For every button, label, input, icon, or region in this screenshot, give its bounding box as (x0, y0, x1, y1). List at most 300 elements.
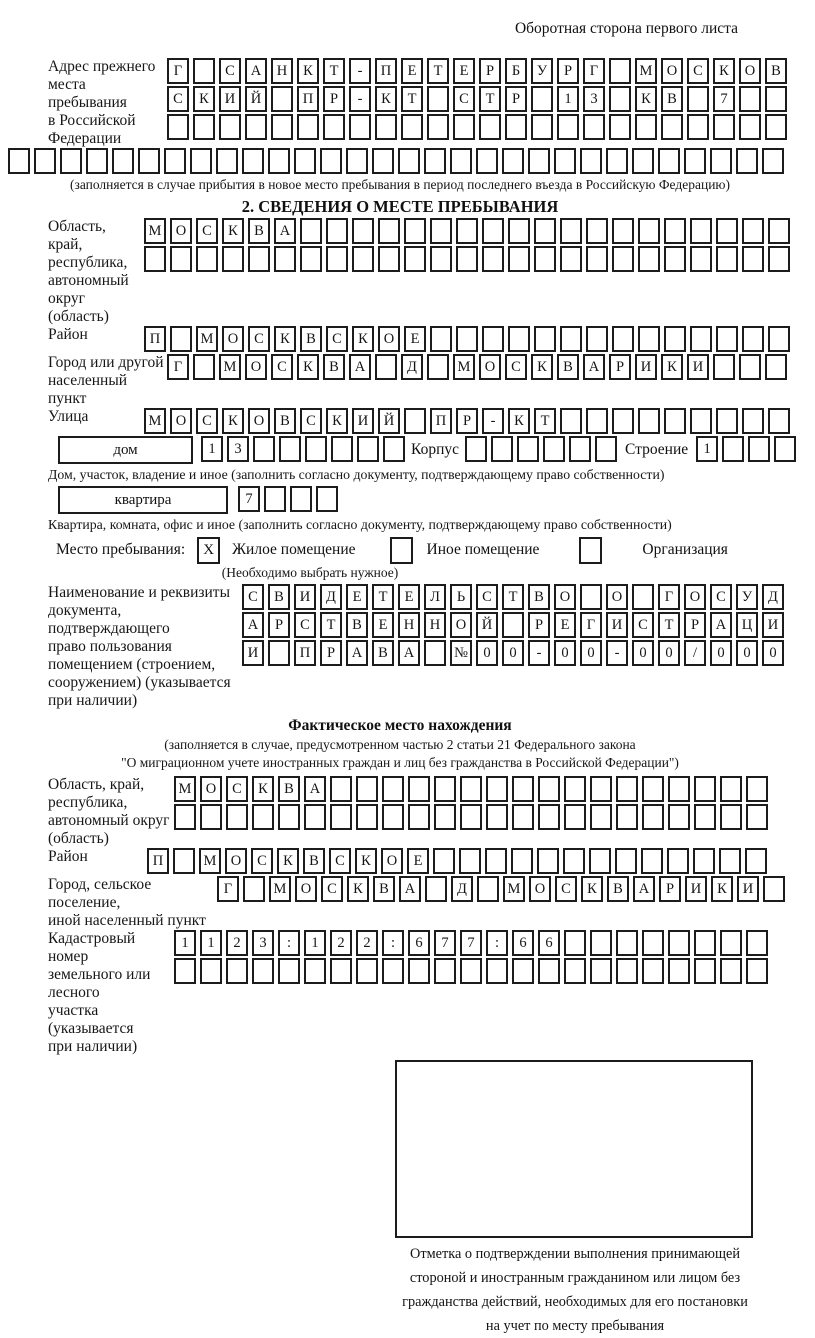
char-cell[interactable] (460, 804, 482, 830)
char-cell[interactable]: А (304, 776, 326, 802)
char-cell[interactable]: С (271, 354, 293, 380)
char-cell[interactable]: М (144, 218, 166, 244)
char-cell[interactable]: Й (245, 86, 267, 112)
char-cell[interactable] (425, 876, 447, 902)
char-cell[interactable]: О (684, 584, 706, 610)
char-cell[interactable]: 1 (557, 86, 579, 112)
char-cell[interactable]: С (632, 612, 654, 638)
char-cell[interactable] (486, 958, 508, 984)
char-cell[interactable] (563, 848, 585, 874)
char-cell[interactable] (746, 776, 768, 802)
char-cell[interactable] (528, 148, 550, 174)
char-cell[interactable] (638, 408, 660, 434)
char-cell[interactable] (264, 486, 286, 512)
char-cell[interactable] (434, 958, 456, 984)
char-cell[interactable]: Й (476, 612, 498, 638)
char-cell[interactable] (609, 86, 631, 112)
char-cell[interactable] (583, 114, 605, 140)
char-cell[interactable] (642, 930, 664, 956)
char-cell[interactable] (554, 148, 576, 174)
char-cell[interactable]: К (635, 86, 657, 112)
char-cell[interactable]: Е (453, 58, 475, 84)
char-cell[interactable] (193, 58, 215, 84)
char-cell[interactable] (357, 436, 379, 462)
char-cell[interactable] (739, 114, 761, 140)
char-cell[interactable] (427, 86, 449, 112)
char-cell[interactable] (434, 804, 456, 830)
char-cell[interactable] (382, 776, 404, 802)
char-cell[interactable] (200, 804, 222, 830)
char-cell[interactable] (534, 218, 556, 244)
char-cell[interactable]: 7 (434, 930, 456, 956)
char-cell[interactable] (304, 958, 326, 984)
char-cell[interactable] (538, 804, 560, 830)
char-cell[interactable] (430, 218, 452, 244)
char-cell[interactable]: У (736, 584, 758, 610)
char-cell[interactable]: О (739, 58, 761, 84)
char-cell[interactable] (290, 486, 312, 512)
char-cell[interactable] (222, 246, 244, 272)
char-cell[interactable]: С (219, 58, 241, 84)
char-cell[interactable] (638, 218, 660, 244)
char-cell[interactable]: В (346, 612, 368, 638)
char-cell[interactable]: К (508, 408, 530, 434)
char-cell[interactable]: Й (378, 408, 400, 434)
char-cell[interactable]: О (225, 848, 247, 874)
char-cell[interactable]: 7 (460, 930, 482, 956)
char-cell[interactable]: Т (479, 86, 501, 112)
char-cell[interactable] (537, 848, 559, 874)
char-cell[interactable]: В (323, 354, 345, 380)
char-cell[interactable]: 0 (554, 640, 576, 666)
char-cell[interactable]: М (503, 876, 525, 902)
char-cell[interactable]: А (245, 58, 267, 84)
char-cell[interactable]: - (349, 86, 371, 112)
char-cell[interactable] (586, 218, 608, 244)
char-cell[interactable]: В (372, 640, 394, 666)
char-cell[interactable] (632, 584, 654, 610)
char-cell[interactable]: П (375, 58, 397, 84)
char-cell[interactable] (476, 148, 498, 174)
char-cell[interactable] (564, 958, 586, 984)
char-cell[interactable]: О (245, 354, 267, 380)
char-cell[interactable] (253, 436, 275, 462)
char-cell[interactable]: О (200, 776, 222, 802)
char-cell[interactable] (612, 326, 634, 352)
char-cell[interactable]: П (430, 408, 452, 434)
char-cell[interactable]: 2 (356, 930, 378, 956)
char-cell[interactable] (433, 848, 455, 874)
char-cell[interactable]: К (581, 876, 603, 902)
char-cell[interactable]: Е (398, 584, 420, 610)
char-cell[interactable] (664, 326, 686, 352)
char-cell[interactable]: М (219, 354, 241, 380)
char-cell[interactable] (300, 218, 322, 244)
char-cell[interactable] (557, 114, 579, 140)
char-cell[interactable] (278, 804, 300, 830)
char-cell[interactable]: Р (684, 612, 706, 638)
char-cell[interactable] (768, 408, 790, 434)
char-cell[interactable] (742, 246, 764, 272)
char-cell[interactable] (330, 804, 352, 830)
char-cell[interactable] (742, 326, 764, 352)
char-cell[interactable] (590, 958, 612, 984)
char-cell[interactable]: В (373, 876, 395, 902)
char-cell[interactable] (716, 326, 738, 352)
char-cell[interactable] (710, 148, 732, 174)
char-cell[interactable] (517, 436, 539, 462)
char-cell[interactable]: 1 (696, 436, 718, 462)
char-cell[interactable] (774, 436, 796, 462)
char-cell[interactable]: К (713, 58, 735, 84)
char-cell[interactable]: 0 (710, 640, 732, 666)
char-cell[interactable] (719, 848, 741, 874)
char-cell[interactable]: М (196, 326, 218, 352)
char-cell[interactable] (586, 246, 608, 272)
char-cell[interactable] (720, 958, 742, 984)
char-cell[interactable]: О (554, 584, 576, 610)
char-cell[interactable] (216, 148, 238, 174)
char-cell[interactable] (746, 958, 768, 984)
char-cell[interactable] (226, 804, 248, 830)
char-cell[interactable]: Ь (450, 584, 472, 610)
char-cell[interactable] (512, 804, 534, 830)
inoe-checkbox[interactable] (390, 537, 413, 564)
char-cell[interactable]: Р (528, 612, 550, 638)
char-cell[interactable]: С (321, 876, 343, 902)
char-cell[interactable] (459, 848, 481, 874)
char-cell[interactable]: Т (502, 584, 524, 610)
char-cell[interactable]: К (711, 876, 733, 902)
char-cell[interactable] (167, 114, 189, 140)
char-cell[interactable] (580, 148, 602, 174)
char-cell[interactable] (460, 958, 482, 984)
char-cell[interactable]: 0 (632, 640, 654, 666)
char-cell[interactable] (356, 776, 378, 802)
char-cell[interactable] (642, 776, 664, 802)
char-cell[interactable]: С (251, 848, 273, 874)
char-cell[interactable]: : (486, 930, 508, 956)
char-cell[interactable]: В (278, 776, 300, 802)
char-cell[interactable]: А (274, 218, 296, 244)
char-cell[interactable]: В (248, 218, 270, 244)
char-cell[interactable] (543, 436, 565, 462)
char-cell[interactable] (112, 148, 134, 174)
char-cell[interactable]: М (174, 776, 196, 802)
char-cell[interactable]: С (326, 326, 348, 352)
char-cell[interactable]: Г (217, 876, 239, 902)
char-cell[interactable] (664, 218, 686, 244)
char-cell[interactable] (424, 640, 446, 666)
char-cell[interactable] (531, 86, 553, 112)
char-cell[interactable] (479, 114, 501, 140)
char-cell[interactable]: А (710, 612, 732, 638)
char-cell[interactable] (190, 148, 212, 174)
char-cell[interactable] (694, 958, 716, 984)
char-cell[interactable]: Н (398, 612, 420, 638)
char-cell[interactable]: К (274, 326, 296, 352)
char-cell[interactable] (430, 246, 452, 272)
char-cell[interactable] (8, 148, 30, 174)
char-cell[interactable] (690, 218, 712, 244)
char-cell[interactable] (482, 246, 504, 272)
char-cell[interactable] (404, 218, 426, 244)
char-cell[interactable] (401, 114, 423, 140)
char-cell[interactable] (372, 148, 394, 174)
char-cell[interactable]: Т (401, 86, 423, 112)
char-cell[interactable]: П (144, 326, 166, 352)
char-cell[interactable]: Л (424, 584, 446, 610)
char-cell[interactable]: 3 (583, 86, 605, 112)
char-cell[interactable]: И (762, 612, 784, 638)
char-cell[interactable] (560, 246, 582, 272)
char-cell[interactable] (606, 148, 628, 174)
char-cell[interactable] (668, 930, 690, 956)
char-cell[interactable]: Д (401, 354, 423, 380)
char-cell[interactable] (456, 218, 478, 244)
char-cell[interactable] (690, 246, 712, 272)
char-cell[interactable]: № (450, 640, 472, 666)
char-cell[interactable] (508, 326, 530, 352)
char-cell[interactable] (482, 218, 504, 244)
char-cell[interactable]: Е (407, 848, 429, 874)
char-cell[interactable]: Р (557, 58, 579, 84)
char-cell[interactable]: 7 (713, 86, 735, 112)
char-cell[interactable] (226, 958, 248, 984)
char-cell[interactable] (382, 804, 404, 830)
char-cell[interactable] (716, 246, 738, 272)
char-cell[interactable] (170, 246, 192, 272)
char-cell[interactable] (271, 86, 293, 112)
char-cell[interactable] (616, 804, 638, 830)
char-cell[interactable]: П (294, 640, 316, 666)
char-cell[interactable]: В (268, 584, 290, 610)
char-cell[interactable] (279, 436, 301, 462)
char-cell[interactable] (713, 354, 735, 380)
char-cell[interactable] (590, 804, 612, 830)
char-cell[interactable]: И (687, 354, 709, 380)
char-cell[interactable] (219, 114, 241, 140)
char-cell[interactable] (745, 848, 767, 874)
char-cell[interactable] (768, 218, 790, 244)
char-cell[interactable] (482, 326, 504, 352)
char-cell[interactable] (746, 930, 768, 956)
char-cell[interactable] (430, 326, 452, 352)
char-cell[interactable] (398, 148, 420, 174)
char-cell[interactable]: О (479, 354, 501, 380)
char-cell[interactable]: В (528, 584, 550, 610)
char-cell[interactable] (427, 114, 449, 140)
char-cell[interactable]: С (248, 326, 270, 352)
char-cell[interactable] (742, 218, 764, 244)
char-cell[interactable]: / (684, 640, 706, 666)
char-cell[interactable]: А (633, 876, 655, 902)
char-cell[interactable] (252, 958, 274, 984)
char-cell[interactable] (661, 114, 683, 140)
char-cell[interactable]: М (453, 354, 475, 380)
char-cell[interactable] (294, 148, 316, 174)
char-cell[interactable]: И (635, 354, 657, 380)
char-cell[interactable]: О (170, 408, 192, 434)
char-cell[interactable]: К (222, 408, 244, 434)
char-cell[interactable]: К (347, 876, 369, 902)
char-cell[interactable]: Р (268, 612, 290, 638)
char-cell[interactable]: : (278, 930, 300, 956)
char-cell[interactable] (486, 776, 508, 802)
char-cell[interactable] (632, 148, 654, 174)
char-cell[interactable] (690, 408, 712, 434)
char-cell[interactable]: Е (401, 58, 423, 84)
char-cell[interactable] (382, 958, 404, 984)
char-cell[interactable] (564, 804, 586, 830)
char-cell[interactable]: К (222, 218, 244, 244)
char-cell[interactable] (538, 958, 560, 984)
char-cell[interactable] (34, 148, 56, 174)
char-cell[interactable] (378, 246, 400, 272)
char-cell[interactable]: О (295, 876, 317, 902)
char-cell[interactable] (193, 114, 215, 140)
char-cell[interactable]: 0 (658, 640, 680, 666)
char-cell[interactable] (491, 436, 513, 462)
char-cell[interactable]: П (147, 848, 169, 874)
char-cell[interactable]: 0 (762, 640, 784, 666)
char-cell[interactable] (586, 408, 608, 434)
char-cell[interactable]: Р (320, 640, 342, 666)
char-cell[interactable]: 1 (201, 436, 223, 462)
zhiloe-checkbox[interactable]: X (197, 537, 220, 564)
char-cell[interactable] (668, 776, 690, 802)
char-cell[interactable] (252, 804, 274, 830)
char-cell[interactable]: С (329, 848, 351, 874)
char-cell[interactable]: 6 (512, 930, 534, 956)
char-cell[interactable] (330, 776, 352, 802)
char-cell[interactable] (274, 246, 296, 272)
char-cell[interactable] (326, 218, 348, 244)
char-cell[interactable] (170, 326, 192, 352)
char-cell[interactable] (278, 958, 300, 984)
char-cell[interactable] (502, 148, 524, 174)
char-cell[interactable]: Г (580, 612, 602, 638)
char-cell[interactable] (268, 148, 290, 174)
char-cell[interactable]: С (300, 408, 322, 434)
char-cell[interactable] (595, 436, 617, 462)
char-cell[interactable]: К (252, 776, 274, 802)
char-cell[interactable] (173, 848, 195, 874)
char-cell[interactable]: С (687, 58, 709, 84)
char-cell[interactable]: 2 (226, 930, 248, 956)
char-cell[interactable]: О (529, 876, 551, 902)
char-cell[interactable] (616, 958, 638, 984)
char-cell[interactable] (768, 326, 790, 352)
char-cell[interactable]: Г (658, 584, 680, 610)
char-cell[interactable]: С (555, 876, 577, 902)
char-cell[interactable] (762, 148, 784, 174)
char-cell[interactable] (635, 114, 657, 140)
char-cell[interactable] (667, 848, 689, 874)
char-cell[interactable]: 7 (238, 486, 260, 512)
char-cell[interactable]: К (326, 408, 348, 434)
char-cell[interactable] (642, 804, 664, 830)
char-cell[interactable] (612, 246, 634, 272)
char-cell[interactable] (720, 930, 742, 956)
char-cell[interactable]: 6 (538, 930, 560, 956)
char-cell[interactable] (138, 148, 160, 174)
char-cell[interactable]: А (346, 640, 368, 666)
char-cell[interactable] (512, 776, 534, 802)
char-cell[interactable] (349, 114, 371, 140)
char-cell[interactable] (196, 246, 218, 272)
char-cell[interactable]: 6 (408, 930, 430, 956)
char-cell[interactable] (465, 436, 487, 462)
char-cell[interactable] (330, 958, 352, 984)
char-cell[interactable]: С (196, 218, 218, 244)
char-cell[interactable] (589, 848, 611, 874)
char-cell[interactable]: Д (451, 876, 473, 902)
char-cell[interactable]: М (199, 848, 221, 874)
char-cell[interactable] (722, 436, 744, 462)
char-cell[interactable] (664, 408, 686, 434)
char-cell[interactable] (746, 804, 768, 830)
char-cell[interactable]: К (193, 86, 215, 112)
char-cell[interactable]: Н (271, 58, 293, 84)
char-cell[interactable]: 1 (174, 930, 196, 956)
char-cell[interactable]: В (661, 86, 683, 112)
char-cell[interactable] (560, 218, 582, 244)
char-cell[interactable] (305, 436, 327, 462)
char-cell[interactable] (658, 148, 680, 174)
char-cell[interactable]: - (606, 640, 628, 666)
char-cell[interactable] (375, 354, 397, 380)
char-cell[interactable] (245, 114, 267, 140)
char-cell[interactable]: Г (167, 354, 189, 380)
char-cell[interactable]: О (450, 612, 472, 638)
char-cell[interactable]: О (606, 584, 628, 610)
char-cell[interactable]: М (635, 58, 657, 84)
char-cell[interactable] (534, 326, 556, 352)
char-cell[interactable] (505, 114, 527, 140)
char-cell[interactable]: П (297, 86, 319, 112)
char-cell[interactable]: К (531, 354, 553, 380)
char-cell[interactable] (243, 876, 265, 902)
char-cell[interactable] (485, 848, 507, 874)
char-cell[interactable]: С (453, 86, 475, 112)
char-cell[interactable] (716, 218, 738, 244)
char-cell[interactable] (684, 148, 706, 174)
char-cell[interactable] (477, 876, 499, 902)
char-cell[interactable]: 1 (304, 930, 326, 956)
organizatsiya-checkbox[interactable] (579, 537, 602, 564)
char-cell[interactable] (404, 246, 426, 272)
char-cell[interactable]: С (294, 612, 316, 638)
char-cell[interactable]: Е (372, 612, 394, 638)
char-cell[interactable] (378, 218, 400, 244)
char-cell[interactable] (739, 354, 761, 380)
char-cell[interactable] (765, 86, 787, 112)
char-cell[interactable] (86, 148, 108, 174)
char-cell[interactable] (356, 958, 378, 984)
char-cell[interactable]: О (381, 848, 403, 874)
char-cell[interactable] (408, 958, 430, 984)
char-cell[interactable]: К (352, 326, 374, 352)
char-cell[interactable]: Е (554, 612, 576, 638)
char-cell[interactable] (164, 148, 186, 174)
char-cell[interactable]: К (375, 86, 397, 112)
char-cell[interactable] (693, 848, 715, 874)
char-cell[interactable]: Т (534, 408, 556, 434)
char-cell[interactable] (690, 326, 712, 352)
char-cell[interactable]: А (349, 354, 371, 380)
char-cell[interactable]: С (505, 354, 527, 380)
